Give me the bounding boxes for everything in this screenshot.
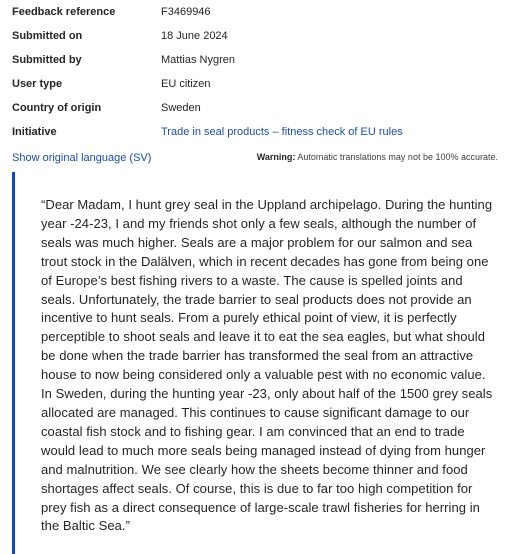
meta-label: Initiative [12,126,57,138]
meta-label: Submitted by [12,54,82,66]
feedback-text: “Dear Madam, I hunt grey seal in the Uppland archipelago. During the hunting year -24-23, I and my friends shot only a few seals, although the number of seals was much higher. Seals are a major problem for our salmon and sea trout stock in the Dalälven, which in recent decades has gone from being one of Europe’s best fishing rivers to a waste. The cause is spelled joints and seals. Unfortunately, the trade barrier to seal products does not provide an incentive to hunt seals. From a purely ethical point of view, it is perfectly perceptible to shoot seals and leave it to eat the sea eagles, but what should be done when the trade barrier has transformed the seal from an attractive house to now being considered only a valuable pest with no economic value. In Sweden, during the hunting year -23, only about half of the 1500 grey seals allocated are managed. This continues to cause significant damage to our coastal fish stock and to fishing gear. I am convinced that an end to trade would lead to much more seals being managed instead of dying from hunger and malnutrition. We see clearly how the sheets become thinner and food shortages affect seals. Of course, this is due to far too high competition for prey fish as a direct consequence of large-scale trawl fisheries for herring in the Baltic Sea.” [41,197,493,534]
meta-label: Feedback reference [12,6,116,18]
meta-label: Country of origin [12,102,102,114]
initiative-link[interactable]: Trade in seal products – fitness check of EU rules [161,126,403,138]
submitted-on-value: 18 June 2024 [161,30,228,42]
submitted-by-value: Mattias Nygren [161,54,235,66]
feedback-metadata [12,0,502,144]
meta-label: User type [12,78,63,90]
meta-row-submitted-on [12,24,502,48]
country-of-origin-value: Sweden [161,102,201,114]
meta-row-user-type [12,72,502,96]
meta-row-initiative [12,120,502,144]
warning-text: Automatic translations may not be 100% accurate. [297,152,498,162]
meta-row-submitted-by [12,48,502,72]
meta-row-reference [12,0,502,24]
feedback-reference-value: F3469946 [161,6,211,18]
user-type-value: EU citizen [161,78,211,90]
translation-warning [257,152,498,162]
language-bar [12,152,498,168]
show-original-language-link[interactable]: Show original language (SV) [12,152,152,164]
feedback-quote [12,172,505,554]
warning-label: Warning: [256,152,296,162]
meta-label: Submitted on [12,30,83,42]
meta-row-country [12,96,502,120]
